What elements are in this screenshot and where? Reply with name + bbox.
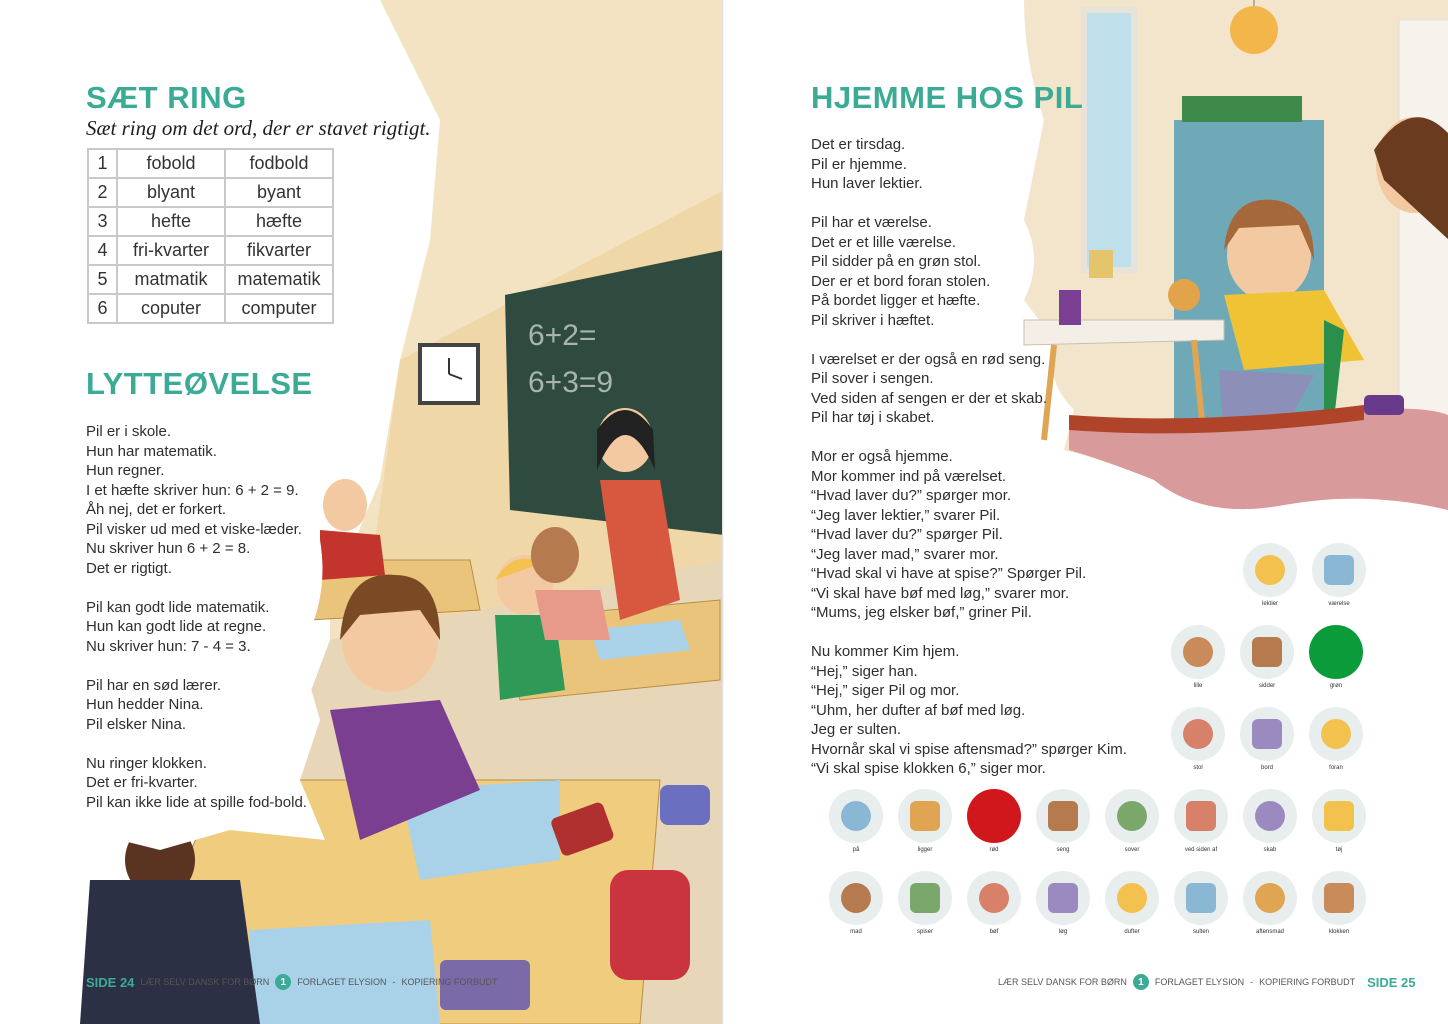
- vocab-item: [1310, 871, 1368, 936]
- lamp-icon: [1230, 6, 1278, 54]
- vocab-label: klokken: [1328, 929, 1350, 935]
- text-line: “Vi skal spise klokken 6,” siger mor.: [811, 760, 1046, 777]
- text-line: Nu kommer Kim hjem.: [811, 643, 960, 660]
- small-bell-icon: [1171, 625, 1225, 679]
- row-number: 1: [88, 149, 117, 178]
- dinner-icon: [1243, 871, 1297, 925]
- text-line: “Jeg laver mad,” svarer mor.: [811, 545, 999, 563]
- word-option-b[interactable]: hæfte: [225, 207, 333, 236]
- vocab-item: [965, 871, 1023, 936]
- page-number: SIDE 24: [86, 974, 135, 990]
- vocab-item: [1034, 871, 1092, 936]
- vocab-item: [827, 789, 885, 854]
- vocab-item: [1034, 789, 1092, 854]
- text-line: “Mums, jeg elsker bøf,” griner Pil.: [811, 604, 1032, 621]
- vocab-label: sulten: [1192, 929, 1209, 935]
- beside-icon: [1174, 789, 1228, 843]
- book-girl-icon: [1243, 543, 1297, 597]
- paragraph: [86, 598, 346, 657]
- in-front-icon: [1309, 707, 1363, 761]
- food-icon: [829, 871, 883, 925]
- vocab-label: sidder: [1258, 683, 1276, 689]
- vocab-label: mad: [850, 929, 862, 935]
- footer-notice: KOPIERING FORBUDT: [401, 977, 498, 987]
- spelling-table: [87, 148, 334, 324]
- text-line: Pil skriver i hæftet.: [811, 311, 935, 329]
- text-line: Nu ringer klokken.: [86, 754, 207, 772]
- vocab-label: spiser: [916, 929, 933, 935]
- text-line: I værelset er der også en rød seng.: [811, 350, 1046, 368]
- text-line: “Hvad laver du?” spørger Pil.: [811, 526, 1003, 543]
- vocab-label: skab: [1263, 847, 1277, 853]
- paragraph: [811, 642, 1141, 779]
- vocab-label: lektier: [1261, 601, 1278, 607]
- vocab-label: seng: [1056, 847, 1070, 853]
- text-line: “Hvad skal vi have at spise?” Spørger Pil.: [811, 565, 1087, 582]
- row-number: 5: [88, 265, 117, 294]
- vocab-item: [1241, 543, 1299, 608]
- vocab-item: [896, 871, 954, 936]
- text-line: Mor kommer ind på værelset.: [811, 467, 1007, 485]
- footer-book: LÆR SELV DANSK FOR BØRN: [140, 977, 270, 987]
- vocab-label: foran: [1329, 765, 1343, 771]
- lying-icon: [898, 789, 952, 843]
- table-row: [88, 294, 333, 323]
- sleep-icon: [1105, 789, 1159, 843]
- footer-publisher: FORLAGET ELYSION: [297, 977, 387, 987]
- vocab-label: grøn: [1329, 683, 1343, 689]
- text-line: Pil sover i sengen.: [811, 370, 934, 387]
- text-line: Pil er hjemme.: [811, 155, 907, 173]
- vocab-label: ved siden af: [1184, 847, 1218, 853]
- footer-notice: KOPIERING FORBUDT: [1259, 977, 1356, 987]
- text-line: Åh nej, det er forkert.: [86, 501, 227, 518]
- row-number: 6: [88, 294, 117, 323]
- text-line: Hun regner.: [86, 462, 165, 479]
- vocab-label: bord: [1260, 765, 1273, 771]
- vocab-item: [1169, 707, 1227, 772]
- paragraph: [811, 350, 1141, 428]
- listening-text: [86, 422, 346, 832]
- chalk-line-1: 6+2=: [528, 319, 597, 352]
- clock-icon: [1312, 871, 1366, 925]
- sitting-icon: [1240, 625, 1294, 679]
- table-icon: [1240, 707, 1294, 761]
- smell-icon: [1105, 871, 1159, 925]
- text-line: På bordet ligger et hæfte.: [811, 292, 981, 309]
- hungry-icon: [1174, 871, 1228, 925]
- vocab-item: [965, 789, 1023, 854]
- text-line: Pil er i skole.: [86, 423, 172, 440]
- footer-badge: 1: [275, 974, 291, 990]
- chalk-line-2: 6+3=9: [528, 366, 614, 399]
- word-option-b[interactable]: computer: [225, 294, 333, 323]
- word-option-b[interactable]: fikvarter: [225, 236, 333, 265]
- vocab-label: aftensmad: [1255, 929, 1285, 935]
- text-line: Pil kan ikke lide at spille fod-bold.: [86, 793, 307, 811]
- table-row: [88, 236, 333, 265]
- heading-saet-ring: SÆT RING: [86, 80, 247, 115]
- vocab-item: [1169, 625, 1227, 690]
- vocab-item: [1172, 789, 1230, 854]
- vocab-item: [1307, 707, 1365, 772]
- paragraph: [811, 135, 1141, 194]
- vocab-label: sover: [1124, 847, 1140, 853]
- story-text: [811, 135, 1141, 798]
- vocab-item: [1238, 707, 1296, 772]
- vocab-item: [896, 789, 954, 854]
- vocab-label: værelse: [1328, 601, 1350, 607]
- table-row: [88, 265, 333, 294]
- text-line: Der er et bord foran stolen.: [811, 272, 991, 290]
- vocab-label: ligger: [917, 847, 933, 853]
- paragraph: [811, 213, 1141, 330]
- vocab-label: tøj: [1335, 847, 1343, 853]
- table-row: [88, 178, 333, 207]
- text-line: Mor er også hjemme.: [811, 448, 953, 465]
- text-line: Pil sidder på en grøn stol.: [811, 253, 982, 270]
- vocab-label: løg: [1058, 929, 1068, 935]
- vocab-item: [1307, 625, 1365, 690]
- word-option-a[interactable]: fobold: [117, 149, 225, 178]
- green-circle-icon: [1309, 625, 1363, 679]
- vocab-label: på: [852, 847, 860, 853]
- vocab-label: bøf: [989, 929, 999, 935]
- footer-left: SIDE 24 LÆR SELV DANSK FOR BØRN 1 FORLAGET ELYSION - KOPIERING FORBUDT: [86, 974, 498, 990]
- room-icon: [1312, 543, 1366, 597]
- subtitle-saet-ring: Sæt ring om det ord, der er stavet rigtigt.: [86, 116, 431, 140]
- text-line: Det er fri-kvarter.: [86, 774, 198, 791]
- text-line: Pil har en sød lærer.: [86, 676, 222, 694]
- red-circle-icon: [967, 789, 1021, 843]
- word-option-a[interactable]: blyant: [117, 178, 225, 207]
- text-line: Nu skriver hun: 7 - 4 = 3.: [86, 637, 251, 655]
- footer-badge: 1: [1133, 974, 1149, 990]
- footer-right: LÆR SELV DANSK FOR BØRN 1 FORLAGET ELYSION - KOPIERING FORBUDT SIDE 25: [998, 974, 1416, 990]
- table-row: [88, 149, 333, 178]
- text-line: “Hej,” siger han.: [811, 662, 918, 680]
- text-line: Pil kan godt lide matematik.: [86, 598, 270, 616]
- text-line: “Hej,” siger Pil og mor.: [811, 682, 960, 699]
- word-option-b[interactable]: matematik: [225, 265, 333, 294]
- footer-publisher: FORLAGET ELYSION: [1154, 977, 1245, 987]
- word-option-b[interactable]: byant: [225, 178, 333, 207]
- word-option-a[interactable]: fri-kvarter: [117, 236, 225, 265]
- footer-book: LÆR SELV DANSK FOR BØRN: [998, 977, 1127, 987]
- text-line: Hun hedder Nina.: [86, 696, 204, 713]
- heading-hjemme-hos-pil: HJEMME HOS PIL: [811, 80, 1084, 115]
- wardrobe-icon: [1243, 789, 1297, 843]
- vocab-item: [1172, 871, 1230, 936]
- vocab-label: dufter: [1124, 929, 1140, 935]
- text-line: Det er tirsdag.: [811, 136, 906, 153]
- text-line: Ved siden af sengen er der et skab.: [811, 389, 1047, 407]
- text-line: Pil har et værelse.: [811, 214, 932, 231]
- text-line: Hun har matematik.: [86, 442, 217, 460]
- row-number: 2: [88, 178, 117, 207]
- clothes-icon: [1312, 789, 1366, 843]
- word-option-b[interactable]: fodbold: [225, 149, 333, 178]
- vocab-label: lille: [1193, 683, 1203, 689]
- paragraph: [811, 447, 1141, 623]
- eating-icon: [898, 871, 952, 925]
- text-line: “Hvad laver du?” spørger mor.: [811, 487, 1012, 504]
- text-line: Pil elsker Nina.: [86, 715, 187, 733]
- text-line: Hvornår skal vi spise aftensmad?” spørger Kim.: [811, 740, 1127, 758]
- vocab-label: stol: [1193, 765, 1203, 771]
- paragraph: [86, 754, 346, 813]
- text-line: I et hæfte skriver hun: 6 + 2 = 9.: [86, 481, 299, 499]
- text-line: Pil visker ud med et viske-læder.: [86, 520, 302, 538]
- chair-icon: [1171, 707, 1225, 761]
- vocab-item: [1310, 543, 1368, 608]
- table-row: [88, 207, 333, 236]
- vocab-item: [1103, 871, 1161, 936]
- bed-icon: [1036, 789, 1090, 843]
- word-option-a[interactable]: hefte: [117, 207, 225, 236]
- row-number: 3: [88, 207, 117, 236]
- vocab-item: [1241, 871, 1299, 936]
- heading-lytteovelse: LYTTEØVELSE: [86, 366, 313, 401]
- vocab-label: rød: [989, 847, 999, 853]
- page-number: SIDE 25: [1367, 974, 1416, 990]
- vocab-item: [827, 871, 885, 936]
- text-line: Hun kan godt lide at regne.: [86, 618, 267, 635]
- vocab-item: [1103, 789, 1161, 854]
- text-line: Nu skriver hun 6 + 2 = 8.: [86, 540, 251, 557]
- steak-icon: [967, 871, 1021, 925]
- vocab-item: [1310, 789, 1368, 854]
- text-line: Jeg er sulten.: [811, 721, 902, 738]
- vocab-item: [1238, 625, 1296, 690]
- text-line: Hun laver lektier.: [811, 175, 923, 192]
- paragraph: [86, 676, 346, 735]
- vocab-item: [1241, 789, 1299, 854]
- paragraph: [86, 422, 346, 578]
- text-line: “Uhm, her dufter af bøf med løg.: [811, 701, 1026, 719]
- row-number: 4: [88, 236, 117, 265]
- text-line: “Jeg laver lektier,” svarer Pil.: [811, 506, 1001, 524]
- on-icon: [829, 789, 883, 843]
- text-line: Pil har tøj i skabet.: [811, 409, 935, 426]
- text-line: Det er et lille værelse.: [811, 233, 957, 251]
- right-page: [724, 0, 1448, 1024]
- onion-icon: [1036, 871, 1090, 925]
- text-line: “Vi skal have bøf med løg,” svarer mor.: [811, 584, 1070, 602]
- word-option-a[interactable]: matmatik: [117, 265, 225, 294]
- text-line: Det er rigtigt.: [86, 559, 172, 577]
- word-option-a[interactable]: coputer: [117, 294, 225, 323]
